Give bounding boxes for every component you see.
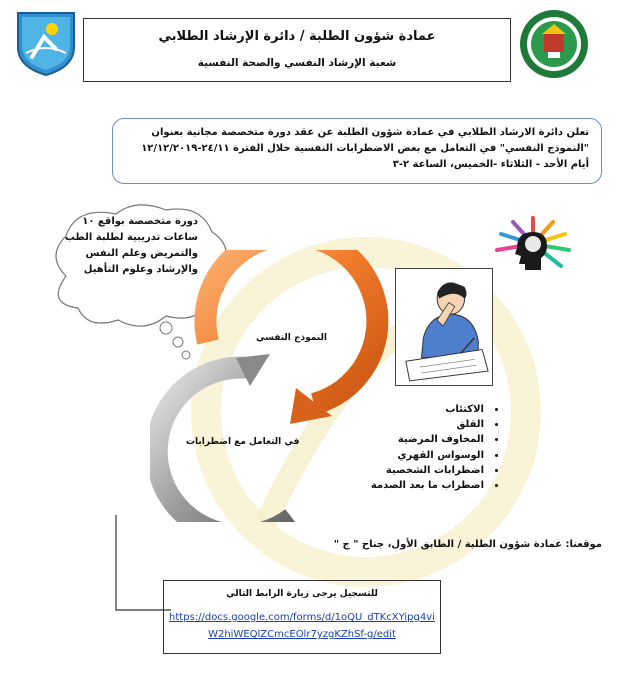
list-item: • الاكتئاب [300,402,486,417]
registration-title: للتسجيل يرجى زيارة الرابط التالي [226,589,378,599]
cloud-text: دورة متخصصة بواقع ١٠ ساعات تدريبية لطلبة الطب والتمريض وعلم النفس والإرشاد وعلوم التأهيل [64,216,198,275]
registration-box [163,580,441,654]
student-studying-illustration [395,268,493,386]
list-item: • المخاوف المرضية [300,432,486,447]
registration-link[interactable]: https://docs.google.com/forms/d/1oQU_dTKcXYipg4viW2hiWEQlZCmcEOlr7yzgKZhSf-g/edit [169,612,435,640]
list-item: • الوسواس القهري [300,448,486,463]
header-box [83,18,511,82]
disorder-list [300,402,502,493]
list-item: • القلق [300,417,486,432]
list-item: • اضطراب ما بعد الصدمة [300,478,486,493]
location-text: موقعنا: عمادة شؤون الطلبة / الطابق الأول، جناح " ج " [333,539,602,550]
arrow-label-model: النموذج النفسي [256,333,327,343]
list-item: • اضطرابات الشخصية [300,463,486,478]
sports-club-logo-icon [12,7,80,77]
announcement-text: تعلن دائرة الارشاد الطلابي في عمادة شؤون الطلبة عن عقد دورة متخصصة مجانية بعنوان "النموذج النفسي" في التعامل مع بعض الاضطرابات النفسية خلال الفترة ٢٤/١١-١٢/١٢/٢٠١٩ أيام الأحد - الثلاثاء -الخميس، الساعة ٢-٣ [141,127,589,170]
colorful-mind-head-icon [487,214,577,284]
header-subtitle: شعبة الإرشاد النفسي والصحة النفسية [197,57,397,69]
announcement-box [112,118,602,184]
arrow-label-dealing: في التعامل مع اضطرابات [186,437,300,447]
header-title: عمادة شؤون الطلبة / دائرة الإرشاد الطلابي [158,29,436,44]
university-seal-icon [518,6,590,82]
